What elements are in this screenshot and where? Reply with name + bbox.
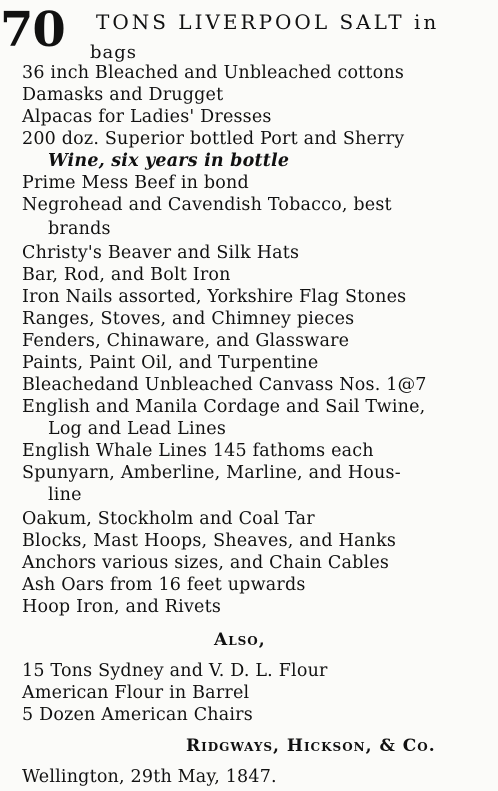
list-item: Alpacas for Ladies' Dresses bbox=[22, 107, 272, 127]
list-item: English and Manila Cordage and Sail Twine, bbox=[22, 397, 426, 417]
list-item: 15 Tons Sydney and V. D. L. Flour bbox=[22, 661, 328, 681]
list-item: Ranges, Stoves, and Chimney pieces bbox=[22, 309, 355, 329]
list-item: Bleachedand Unbleached Canvass Nos. 1@7 bbox=[22, 375, 427, 395]
list-item: Prime Mess Beef in bond bbox=[22, 173, 249, 193]
list-item: Spunyarn, Amberline, Marline, and Hous- bbox=[22, 463, 401, 483]
also-heading: Also, bbox=[214, 630, 266, 650]
list-item: Iron Nails assorted, Yorkshire Flag Stones bbox=[22, 287, 407, 307]
list-item: Fenders, Chinaware, and Glassware bbox=[22, 331, 350, 351]
merchant-signature: Ridgways, Hickson, & Co. bbox=[186, 736, 436, 756]
list-item: Oakum, Stockholm and Coal Tar bbox=[22, 509, 315, 529]
list-item: Blocks, Mast Hoops, Sheaves, and Hanks bbox=[22, 531, 397, 551]
list-item: 200 doz. Superior bottled Port and Sherry bbox=[22, 129, 405, 149]
list-item: brands bbox=[48, 219, 111, 239]
list-item: 36 inch Bleached and Unbleached cottons bbox=[22, 63, 405, 83]
list-item: Paints, Paint Oil, and Turpentine bbox=[22, 353, 319, 373]
dateline: Wellington, 29th May, 1847. bbox=[22, 767, 277, 787]
list-item: Ash Oars from 16 feet upwards bbox=[22, 575, 306, 595]
list-item: Damasks and Drugget bbox=[22, 85, 224, 105]
list-item: Hoop Iron, and Rivets bbox=[22, 597, 222, 617]
list-item: English Whale Lines 145 fathoms each bbox=[22, 441, 374, 461]
list-item: Wine, six years in bottle bbox=[48, 151, 290, 171]
list-item: line bbox=[48, 485, 82, 505]
quantity-number: 70 bbox=[0, 2, 65, 58]
list-item: Christy's Beaver and Silk Hats bbox=[22, 243, 300, 263]
list-item: 5 Dozen American Chairs bbox=[22, 705, 253, 725]
headline-continuation: bags bbox=[90, 42, 138, 63]
list-item: Negrohead and Cavendish Tobacco, best bbox=[22, 195, 392, 215]
list-item: Bar, Rod, and Bolt Iron bbox=[22, 265, 231, 285]
list-item: Anchors various sizes, and Chain Cables bbox=[22, 553, 390, 573]
list-item: American Flour in Barrel bbox=[22, 683, 250, 703]
headline: TONS LIVERPOOL SALT in bbox=[96, 10, 440, 34]
list-item: Log and Lead Lines bbox=[48, 419, 226, 439]
